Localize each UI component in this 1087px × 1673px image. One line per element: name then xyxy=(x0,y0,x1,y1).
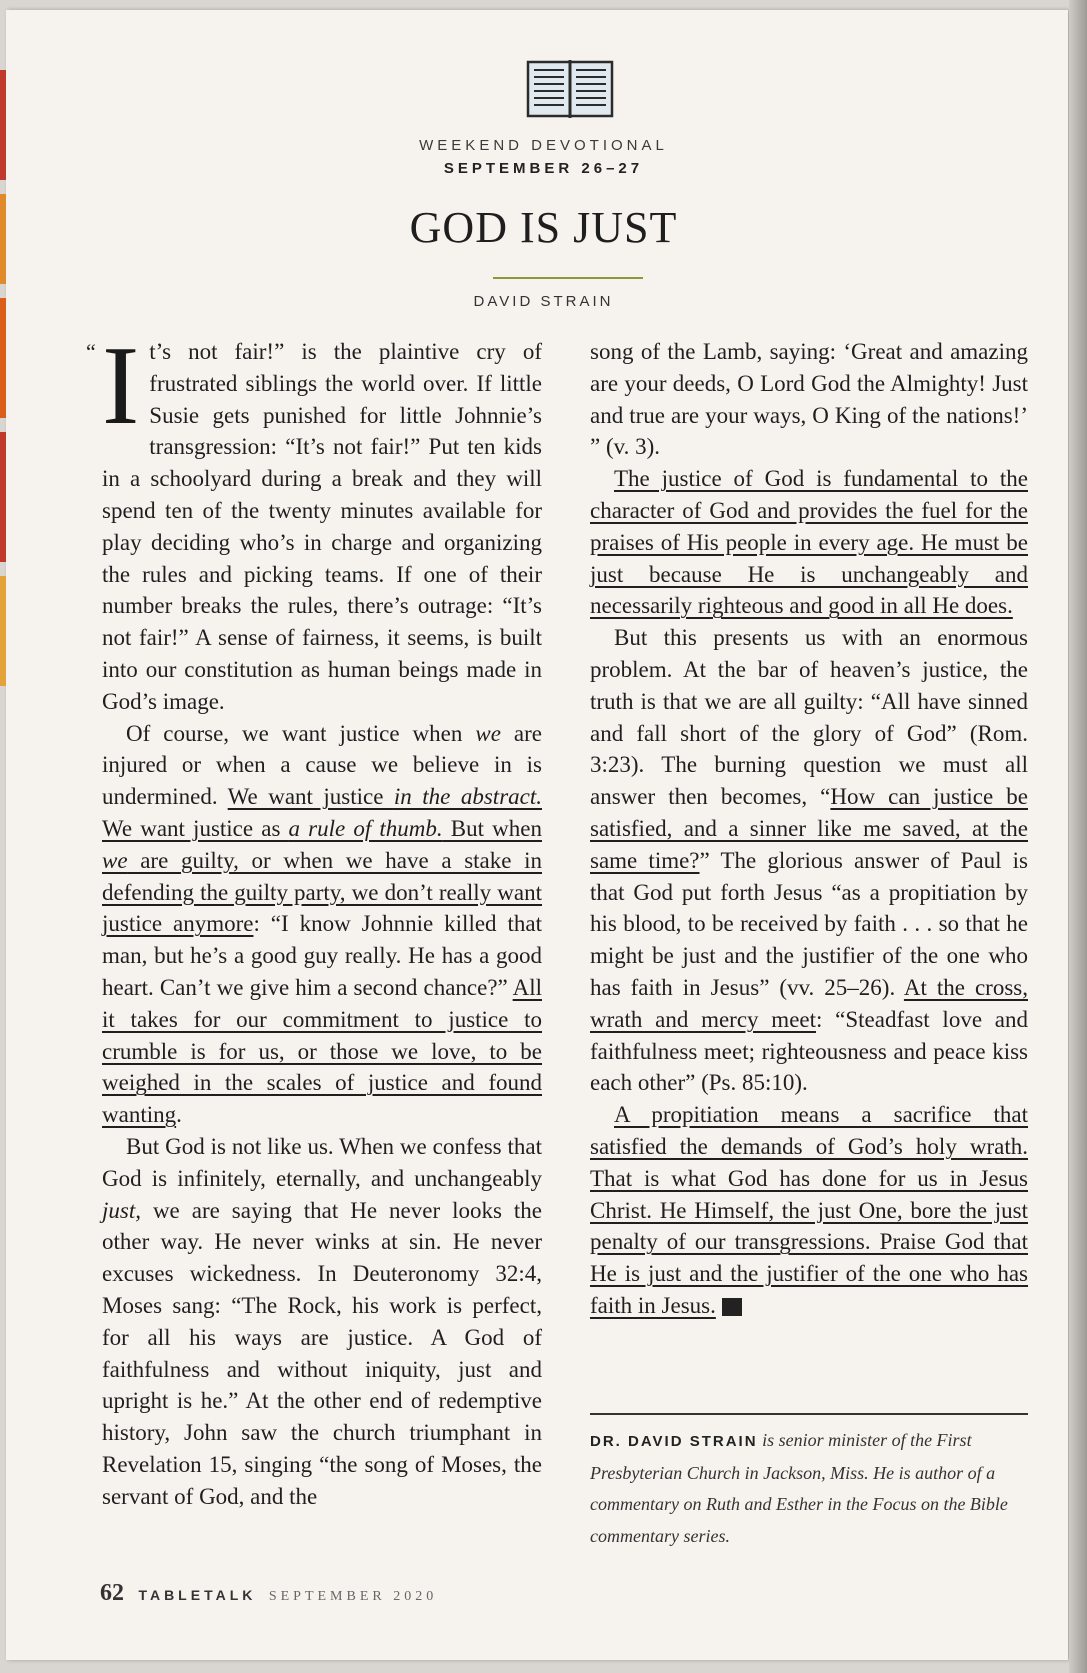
italic-text: a rule of thumb. xyxy=(288,815,443,841)
section-tab xyxy=(0,432,6,562)
italic-text: we xyxy=(102,847,128,873)
opening-quote: “ xyxy=(86,339,96,364)
underlined-text: How can justice be satisfied, and a sinner like me saved, at the same time? xyxy=(590,784,1028,873)
text-run: ” The glorious answer of Paul is that God put forth Jesus “as a propitiation by his blood, to be received by faith . . . so that he might be just and the justifier of the one who has faith in Jesus” (vv. 25–26). xyxy=(590,847,1028,1000)
title-rule xyxy=(493,277,643,279)
author-byline: DAVID STRAIN xyxy=(473,293,614,310)
underlined-text: All it takes for our commitment to justice to crumble is for us, or those we love, to be weighed in the scales of justice and found wanting xyxy=(102,974,542,1128)
text-run: But when xyxy=(442,815,542,841)
paragraph-7 xyxy=(590,1099,1028,1322)
italic-text: just, xyxy=(102,1197,141,1223)
bio-text: is senior minister of the First Presbyterian Church in Jackson, Miss. He is author of a commentary on Ruth and Esther in the Focus on the Bible commentary series. xyxy=(590,1430,1008,1546)
text-run: Of course, we want justice when xyxy=(126,720,476,746)
bio-name: DR. DAVID STRAIN xyxy=(590,1433,758,1450)
section-kicker: WEEKEND DEVOTIONAL xyxy=(419,137,668,154)
underlined-text: The justice of God is fundamental to the character of God and provides the fuel for the praises of His people in every age. He must be just because He is unchangeably and necessarily righteous and good in all He does. xyxy=(590,466,1028,619)
text-run: But God is not like us. When we confess that God is infinitely, eternally, and unchangeably xyxy=(102,1133,542,1191)
page-number: 62 xyxy=(100,1580,124,1606)
left-column xyxy=(86,324,543,1512)
paragraph-6 xyxy=(590,622,1028,1099)
paragraph-4: song of the Lamb, saying: ‘Great and amazing are your deeds, O Lord God the Almighty! Just and true are your ways, O King of the nations!’ ” (v. 3). xyxy=(590,339,1028,460)
italic-text: in the abstract. xyxy=(393,784,542,810)
devotional-date: SEPTEMBER 26–27 xyxy=(443,160,644,177)
text-run: are guilty, or when we have a stake in defending the guilty party, we don’t really want justice anymore xyxy=(102,847,542,937)
paragraph-3 xyxy=(102,1131,542,1513)
article-title: GOD IS JUST xyxy=(409,203,678,252)
open-book-icon xyxy=(526,58,614,120)
paragraph-1 xyxy=(102,324,542,718)
text-run: are injured or when a cause we believe in is undermined. xyxy=(102,720,543,810)
drop-cap: I xyxy=(102,324,140,448)
text-run: . xyxy=(176,1102,182,1128)
text-run: : “Steadfast love and faithfulness meet; righteousness and peace kiss each other” (Ps. 85:10). xyxy=(590,1006,1028,1096)
paragraph-5 xyxy=(590,463,1028,622)
italic-text: we xyxy=(475,720,501,746)
underlined-text: At the cross, wrath and mercy meet xyxy=(590,974,1028,1032)
bio-rule xyxy=(590,1413,1028,1415)
magazine-name: TABLETALK xyxy=(138,1587,257,1603)
right-column xyxy=(590,336,1028,1322)
section-tab xyxy=(0,298,6,418)
underlined-text: A propitiation means a sacrifice that satisfied the demands of God’s holy wrath. That is what God has done for us in Jesus Christ. He Himself, the just One, bore the just penalty of our transgressions. Praise God that He is just and the justifier of the one who has faith in Jesus. xyxy=(590,1102,1028,1318)
section-tab xyxy=(0,576,6,686)
paragraph-2 xyxy=(102,718,542,1131)
end-mark-icon: T xyxy=(722,1298,742,1316)
page-footer xyxy=(100,1580,437,1607)
text-run: We want justice as xyxy=(102,815,289,841)
text-run: But this presents us with an enormous problem. At the bar of heaven’s justice, the truth is that we are all guilty: “All have sinned and fall short of the glory of God” (Rom. 3:23). The burning question we must all answer then becomes, “ xyxy=(590,625,1028,810)
text-run: We want justice xyxy=(227,784,394,810)
text-run: : “I know Johnnie killed that man, but he’s a good guy really. He has a good heart. Can’t we give him a second chance?” xyxy=(102,911,542,1000)
paragraph-text: t’s not fair!” is the plaintive cry of frustrated siblings the world over. If little Susie gets punished for little Johnnie’s transgression: “It’s not fair!” Put ten kids in a schoolyard during a break and they will spend ten of the twenty minutes available for play deciding who’s in charge and organizing the rules and picking teams. If one of their number breaks the rules, there’s outrage: “It’s not fair!” A sense of fairness, it seems, is built into our constitution as human beings made in God’s image. xyxy=(102,339,542,714)
author-bio xyxy=(590,1425,1028,1552)
issue-date: SEPTEMBER 2020 xyxy=(268,1589,438,1604)
text-run: we are saying that He never looks the other way. He never winks at sin. He never excuses wickedness. In Deuteronomy 32:4, Moses sang: “The Rock, his work is perfect, for all his ways are justice. A God of faithfulness and without iniquity, just and upright is he.” At the other end of redemptive history, John saw the church triumphant in Revelation 15, singing “the song of Moses, the servant of God, and the xyxy=(102,1197,542,1509)
